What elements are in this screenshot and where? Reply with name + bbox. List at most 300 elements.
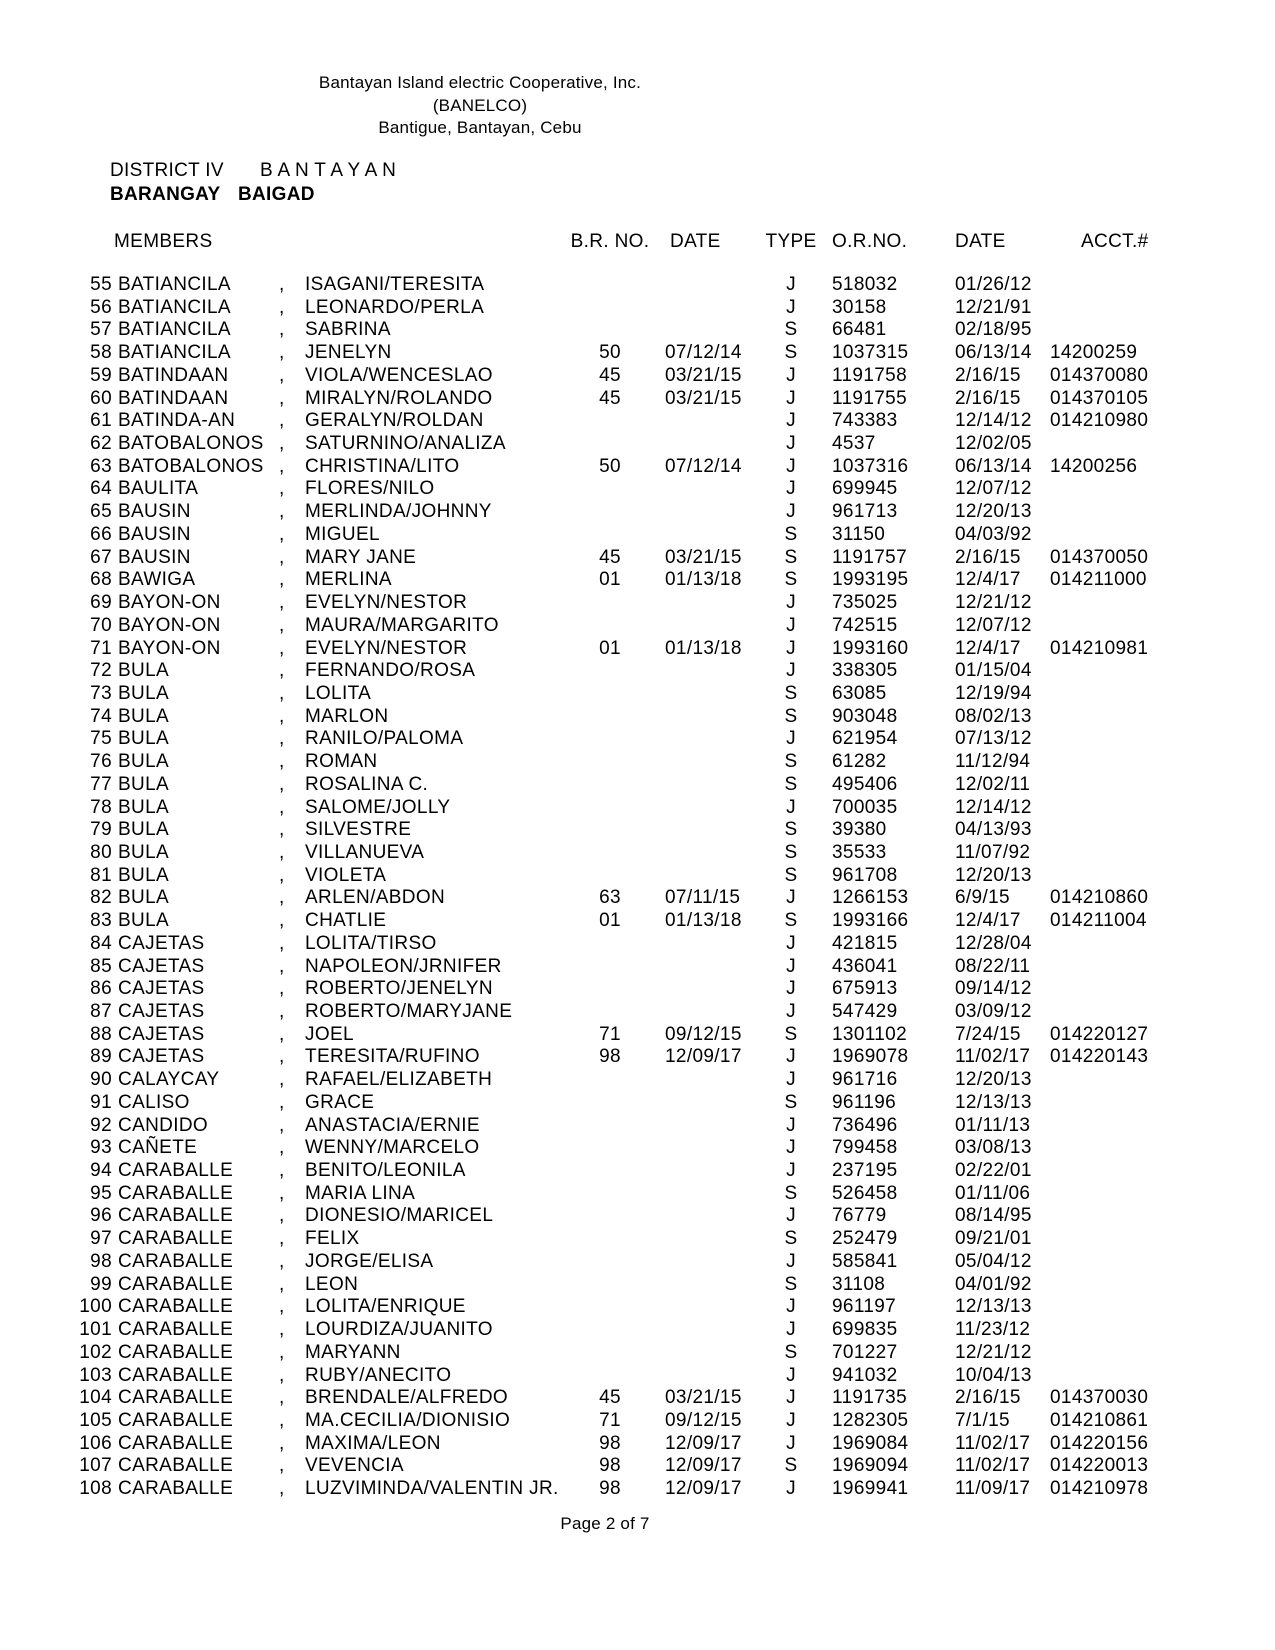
member-surname: CARABALLE	[118, 1455, 234, 1477]
page-footer	[0, 1514, 1210, 1534]
member-br-date	[665, 1274, 760, 1297]
member-type: S	[784, 864, 798, 886]
member-br-date	[665, 751, 760, 774]
member-type: J	[786, 592, 796, 614]
member-or-date: 11/02/17	[955, 1046, 1031, 1068]
member-or-date: 08/02/13	[955, 705, 1032, 727]
member-name-separator: ,	[279, 1319, 285, 1341]
member-or-date: 06/13/14	[955, 342, 1032, 364]
member-br-date: 09/12/15	[665, 1409, 742, 1431]
member-acct-no	[1048, 728, 1200, 751]
member-name-separator: ,	[279, 1046, 285, 1068]
member-br-no	[555, 319, 665, 342]
member-or-no: 495406	[832, 773, 898, 795]
member-type: J	[786, 1387, 796, 1409]
member-surname: BAULITA	[118, 478, 199, 500]
member-given-names: ROBERTO/MARYJANE	[305, 1001, 513, 1022]
member-name-separator: ,	[279, 751, 285, 773]
member-row	[0, 978, 1200, 1001]
member-br-no: 45	[599, 364, 621, 386]
org-header	[5, 72, 955, 140]
member-given-names: MARIA LINA	[305, 1182, 416, 1204]
member-br-no	[555, 660, 665, 683]
member-no: 103	[79, 1364, 112, 1386]
member-acct-no: 014370050	[1050, 546, 1149, 568]
member-br-date	[665, 842, 760, 865]
member-acct-no: 014210861	[1050, 1409, 1149, 1431]
member-type: J	[786, 478, 796, 500]
member-no: 87	[90, 1001, 112, 1022]
member-or-no: 1191755	[832, 387, 908, 409]
member-br-date	[665, 1001, 760, 1024]
member-given-names: MIGUEL	[305, 523, 380, 545]
member-acct-no: 014220156	[1050, 1432, 1149, 1454]
member-br-no: 71	[599, 1409, 621, 1431]
member-or-date: 01/11/13	[955, 1114, 1031, 1136]
member-acct-no	[1048, 683, 1200, 706]
member-surname: CANDIDO	[118, 1114, 209, 1136]
member-surname: BULA	[118, 682, 170, 704]
barangay-row	[110, 185, 315, 205]
member-given-names: ARLEN/ABDON	[305, 887, 446, 909]
member-given-names: JOEL	[305, 1023, 354, 1045]
member-br-no	[555, 524, 665, 547]
member-or-no: 799458	[832, 1137, 898, 1159]
member-acct-no	[1048, 933, 1200, 956]
member-row	[0, 1205, 1200, 1228]
member-row	[0, 1115, 1200, 1138]
member-name-separator: ,	[279, 1250, 285, 1272]
member-or-no: 1993195	[832, 569, 909, 591]
member-or-no: 1969078	[832, 1046, 909, 1068]
member-name-separator: ,	[279, 1069, 285, 1091]
member-given-names: VIOLA/WENCESLAO	[305, 364, 493, 386]
member-type: S	[784, 910, 798, 932]
member-no: 78	[90, 796, 112, 818]
member-row	[0, 638, 1200, 661]
member-br-no	[555, 842, 665, 865]
member-no: 92	[90, 1114, 112, 1136]
member-br-no	[555, 1296, 665, 1319]
member-acct-no	[1048, 1069, 1200, 1092]
member-br-date	[665, 797, 760, 820]
member-or-no: 961716	[832, 1069, 898, 1091]
member-no: 62	[90, 433, 112, 455]
member-or-date: 01/15/04	[955, 660, 1032, 682]
member-or-date: 02/18/95	[955, 319, 1032, 341]
member-name-separator: ,	[279, 523, 285, 545]
member-br-no	[555, 683, 665, 706]
member-or-no: 742515	[832, 614, 898, 636]
member-acct-no	[1048, 819, 1200, 842]
member-surname: BATIANCILA	[118, 342, 231, 364]
member-acct-no	[1048, 1092, 1200, 1115]
member-type: S	[784, 1455, 798, 1477]
member-br-date	[665, 1205, 760, 1228]
member-type: J	[786, 796, 796, 818]
member-br-date	[665, 319, 760, 342]
member-no: 93	[90, 1137, 112, 1159]
member-or-date: 12/07/12	[955, 478, 1032, 500]
member-br-no: 71	[599, 1023, 621, 1045]
member-br-no: 50	[599, 342, 621, 364]
member-no: 81	[90, 864, 112, 886]
member-no: 73	[90, 682, 112, 704]
member-br-no	[555, 1274, 665, 1297]
member-br-no: 50	[599, 455, 621, 477]
member-type: J	[786, 887, 796, 909]
member-or-no: 701227	[832, 1341, 898, 1363]
member-surname: CARABALLE	[118, 1364, 234, 1386]
member-no: 108	[79, 1478, 112, 1500]
member-type: J	[786, 1319, 796, 1341]
member-type: S	[784, 705, 798, 727]
member-or-no: 621954	[832, 728, 898, 750]
member-no: 85	[90, 955, 112, 977]
member-or-date: 12/07/12	[955, 614, 1032, 636]
member-acct-no: 014370030	[1050, 1387, 1149, 1409]
member-or-no: 31108	[832, 1273, 886, 1295]
member-type: J	[786, 1137, 796, 1159]
col-or-no: O.R.NO.	[832, 231, 908, 252]
district-label: DISTRICT IV	[110, 160, 224, 181]
member-row	[0, 1137, 1200, 1160]
member-br-no	[555, 1183, 665, 1206]
member-br-date: 12/09/17	[665, 1478, 742, 1500]
member-surname: BATIANCILA	[118, 274, 231, 295]
member-row	[0, 956, 1200, 979]
member-given-names: FERNANDO/ROSA	[305, 660, 476, 682]
member-acct-no	[1048, 1342, 1200, 1365]
member-or-date: 01/26/12	[955, 274, 1032, 295]
member-type: S	[784, 523, 798, 545]
member-given-names: MAXIMA/LEON	[305, 1432, 441, 1454]
member-type: J	[786, 614, 796, 636]
member-no: 91	[90, 1091, 112, 1113]
member-type: S	[784, 841, 798, 863]
member-or-date: 12/21/12	[955, 592, 1032, 614]
member-surname: BAWIGA	[118, 569, 196, 591]
member-row	[0, 1092, 1200, 1115]
member-acct-no	[1048, 706, 1200, 729]
member-surname: CAJETAS	[118, 1001, 205, 1022]
member-acct-no	[1048, 774, 1200, 797]
member-name-separator: ,	[279, 796, 285, 818]
member-row	[0, 1046, 1200, 1069]
member-name-separator: ,	[279, 387, 285, 409]
member-br-no	[555, 1137, 665, 1160]
member-row	[0, 797, 1200, 820]
member-no: 98	[90, 1250, 112, 1272]
member-no: 96	[90, 1205, 112, 1227]
member-surname: CARABALLE	[118, 1341, 234, 1363]
member-br-date: 12/09/17	[665, 1046, 742, 1068]
member-surname: BULA	[118, 819, 170, 841]
member-or-no: 547429	[832, 1001, 898, 1022]
member-type: J	[786, 1160, 796, 1182]
member-name-separator: ,	[279, 1273, 285, 1295]
member-name-separator: ,	[279, 614, 285, 636]
member-row	[0, 842, 1200, 865]
member-br-no	[555, 1319, 665, 1342]
member-br-no: 01	[599, 569, 621, 591]
member-no: 83	[90, 910, 112, 932]
member-given-names: CHATLIE	[305, 910, 387, 932]
member-br-date	[665, 524, 760, 547]
member-br-date	[665, 410, 760, 433]
member-or-date: 12/20/13	[955, 864, 1032, 886]
member-or-date: 12/21/91	[955, 296, 1032, 318]
member-br-date: 09/12/15	[665, 1023, 742, 1045]
member-br-date	[665, 956, 760, 979]
member-or-date: 03/09/12	[955, 1001, 1032, 1022]
member-acct-no	[1048, 956, 1200, 979]
member-no: 58	[90, 342, 112, 364]
member-name-separator: ,	[279, 501, 285, 523]
member-no: 86	[90, 978, 112, 1000]
member-or-date: 12/14/12	[955, 796, 1032, 818]
member-acct-no	[1048, 842, 1200, 865]
member-row	[0, 501, 1200, 524]
member-surname: CAJETAS	[118, 932, 205, 954]
member-br-no	[555, 1115, 665, 1138]
member-or-no: 1993166	[832, 910, 909, 932]
member-given-names: ROSALINA C.	[305, 773, 429, 795]
member-acct-no	[1048, 1183, 1200, 1206]
member-no: 75	[90, 728, 112, 750]
member-name-separator: ,	[279, 841, 285, 863]
member-acct-no	[1048, 1319, 1200, 1342]
member-br-date	[665, 728, 760, 751]
member-or-date: 09/21/01	[955, 1228, 1032, 1250]
member-given-names: CHRISTINA/LITO	[305, 455, 460, 477]
member-or-no: 1191735	[832, 1387, 908, 1409]
member-given-names: MERLINA	[305, 569, 392, 591]
member-or-date: 2/16/15	[955, 387, 1021, 409]
member-surname: BULA	[118, 705, 170, 727]
member-or-no: 1301102	[832, 1023, 908, 1045]
member-or-no: 526458	[832, 1182, 898, 1204]
member-br-no	[555, 956, 665, 979]
member-surname: BATOBALONOS	[118, 433, 264, 455]
member-br-date: 12/09/17	[665, 1455, 742, 1477]
org-acronym: (BANELCO)	[432, 95, 528, 115]
member-br-no	[555, 819, 665, 842]
member-surname: CARABALLE	[118, 1273, 234, 1295]
member-or-date: 12/02/05	[955, 433, 1032, 455]
member-or-no: 675913	[832, 978, 898, 1000]
member-or-no: 63085	[832, 682, 887, 704]
member-type: S	[784, 1228, 798, 1250]
member-type: J	[786, 1001, 796, 1022]
member-no: 67	[90, 546, 112, 568]
member-type: J	[786, 728, 796, 750]
member-br-no: 45	[599, 546, 621, 568]
member-br-date	[665, 865, 760, 888]
member-acct-no	[1048, 274, 1200, 297]
member-row	[0, 433, 1200, 456]
member-or-no: 421815	[832, 932, 898, 954]
member-given-names: SABRINA	[305, 319, 391, 341]
member-surname: CAJETAS	[118, 955, 205, 977]
member-surname: CALAYCAY	[118, 1069, 220, 1091]
member-acct-no: 014220127	[1050, 1023, 1149, 1045]
member-br-no	[555, 1228, 665, 1251]
member-surname: CARABALLE	[118, 1205, 234, 1227]
member-br-no	[555, 978, 665, 1001]
member-given-names: RANILO/PALOMA	[305, 728, 464, 750]
member-row	[0, 1410, 1200, 1433]
member-type: S	[784, 1182, 798, 1204]
member-br-date: 01/13/18	[665, 910, 742, 932]
member-given-names: MIRALYN/ROLANDO	[305, 387, 493, 409]
member-no: 76	[90, 751, 112, 773]
member-surname: CARABALLE	[118, 1432, 234, 1454]
member-br-no	[555, 1342, 665, 1365]
member-surname: BAYON-ON	[118, 592, 221, 614]
member-br-no	[555, 433, 665, 456]
member-or-no: 66481	[832, 319, 887, 341]
member-br-date: 01/13/18	[665, 637, 742, 659]
member-surname: CARABALLE	[118, 1250, 234, 1272]
member-type: J	[786, 1205, 796, 1227]
member-row	[0, 319, 1200, 342]
member-no: 77	[90, 773, 112, 795]
member-or-date: 01/11/06	[955, 1182, 1031, 1204]
member-name-separator: ,	[279, 1387, 285, 1409]
member-acct-no: 14200256	[1050, 455, 1138, 477]
col-spacer	[305, 230, 555, 253]
member-type: S	[784, 682, 798, 704]
col-type: TYPE	[765, 231, 817, 252]
member-acct-no: 14200259	[1050, 342, 1138, 364]
member-or-date: 2/16/15	[955, 1387, 1021, 1409]
col-br-date: DATE	[670, 231, 721, 252]
member-no: 89	[90, 1046, 112, 1068]
member-surname: CAJETAS	[118, 1046, 205, 1068]
member-br-no	[555, 410, 665, 433]
member-br-date	[665, 1319, 760, 1342]
member-acct-no	[1048, 1274, 1200, 1297]
member-no: 100	[79, 1296, 112, 1318]
member-given-names: MARY JANE	[305, 546, 417, 568]
member-or-date: 08/14/95	[955, 1205, 1032, 1227]
member-type: J	[786, 1364, 796, 1386]
member-br-no: 98	[599, 1046, 621, 1068]
member-given-names: MARLON	[305, 705, 389, 727]
member-type: J	[786, 410, 796, 432]
table-header-row	[0, 230, 1200, 253]
col-br-no: B.R. NO.	[570, 231, 650, 252]
member-name-separator: ,	[279, 1114, 285, 1136]
member-given-names: EVELYN/NESTOR	[305, 637, 468, 659]
member-type: S	[784, 751, 798, 773]
member-row	[0, 410, 1200, 433]
member-surname: CARABALLE	[118, 1319, 234, 1341]
member-given-names: DIONESIO/MARICEL	[305, 1205, 494, 1227]
member-br-date	[665, 1183, 760, 1206]
member-row	[0, 388, 1200, 411]
member-type: J	[786, 1409, 796, 1431]
org-name: Bantayan Island electric Cooperative, Inc.	[318, 73, 642, 92]
member-type: S	[784, 1341, 798, 1363]
member-or-no: 1191757	[832, 546, 908, 568]
member-no: 55	[90, 274, 112, 295]
member-row	[0, 1024, 1200, 1047]
member-name-separator: ,	[279, 978, 285, 1000]
member-br-date	[665, 774, 760, 797]
member-or-date: 05/04/12	[955, 1250, 1032, 1272]
member-name-separator: ,	[279, 478, 285, 500]
member-or-date: 6/9/15	[955, 887, 1010, 909]
member-or-date: 04/03/92	[955, 523, 1032, 545]
member-name-separator: ,	[279, 1091, 285, 1113]
member-surname: CARABALLE	[118, 1478, 234, 1500]
member-surname: BULA	[118, 728, 170, 750]
member-no: 56	[90, 296, 112, 318]
member-or-date: 7/24/15	[955, 1023, 1021, 1045]
member-name-separator: ,	[279, 433, 285, 455]
member-surname: BULA	[118, 887, 170, 909]
member-surname: BULA	[118, 773, 170, 795]
member-surname: CARABALLE	[118, 1296, 234, 1318]
member-or-no: 1993160	[832, 637, 909, 659]
member-row	[0, 274, 1200, 297]
members-table	[0, 230, 1200, 1501]
member-row	[0, 910, 1200, 933]
member-or-no: 941032	[832, 1364, 898, 1386]
member-surname: CARABALLE	[118, 1182, 234, 1204]
member-acct-no: 014211004	[1050, 910, 1147, 932]
member-or-date: 06/13/14	[955, 455, 1032, 477]
col-spacer	[0, 230, 112, 253]
member-type: S	[784, 546, 798, 568]
member-or-no: 743383	[832, 410, 898, 432]
member-or-no: 518032	[832, 274, 898, 295]
member-given-names: GRACE	[305, 1091, 375, 1113]
member-surname: BATOBALONOS	[118, 455, 264, 477]
member-or-no: 252479	[832, 1228, 898, 1250]
member-row	[0, 592, 1200, 615]
member-row	[0, 1228, 1200, 1251]
member-name-separator: ,	[279, 1228, 285, 1250]
member-or-no: 961196	[832, 1091, 897, 1113]
member-br-date: 03/21/15	[665, 546, 742, 568]
member-row	[0, 547, 1200, 570]
member-given-names: LEON	[305, 1273, 359, 1295]
member-or-date: 2/16/15	[955, 546, 1021, 568]
member-br-date	[665, 1365, 760, 1388]
member-no: 69	[90, 592, 112, 614]
member-br-date: 12/09/17	[665, 1432, 742, 1454]
member-surname: CALISO	[118, 1091, 190, 1113]
member-name-separator: ,	[279, 1478, 285, 1500]
member-given-names: MA.CECILIA/DIONISIO	[305, 1409, 511, 1431]
member-type: J	[786, 1296, 796, 1318]
member-row	[0, 933, 1200, 956]
member-br-date	[665, 433, 760, 456]
member-row	[0, 1160, 1200, 1183]
member-surname: CAÑETE	[118, 1137, 198, 1159]
member-br-date	[665, 1160, 760, 1183]
member-br-no	[555, 274, 665, 297]
member-row	[0, 819, 1200, 842]
member-br-no	[555, 1092, 665, 1115]
member-acct-no	[1048, 751, 1200, 774]
member-or-no: 735025	[832, 592, 898, 614]
member-or-no: 1266153	[832, 887, 909, 909]
member-or-no: 4537	[832, 433, 876, 455]
